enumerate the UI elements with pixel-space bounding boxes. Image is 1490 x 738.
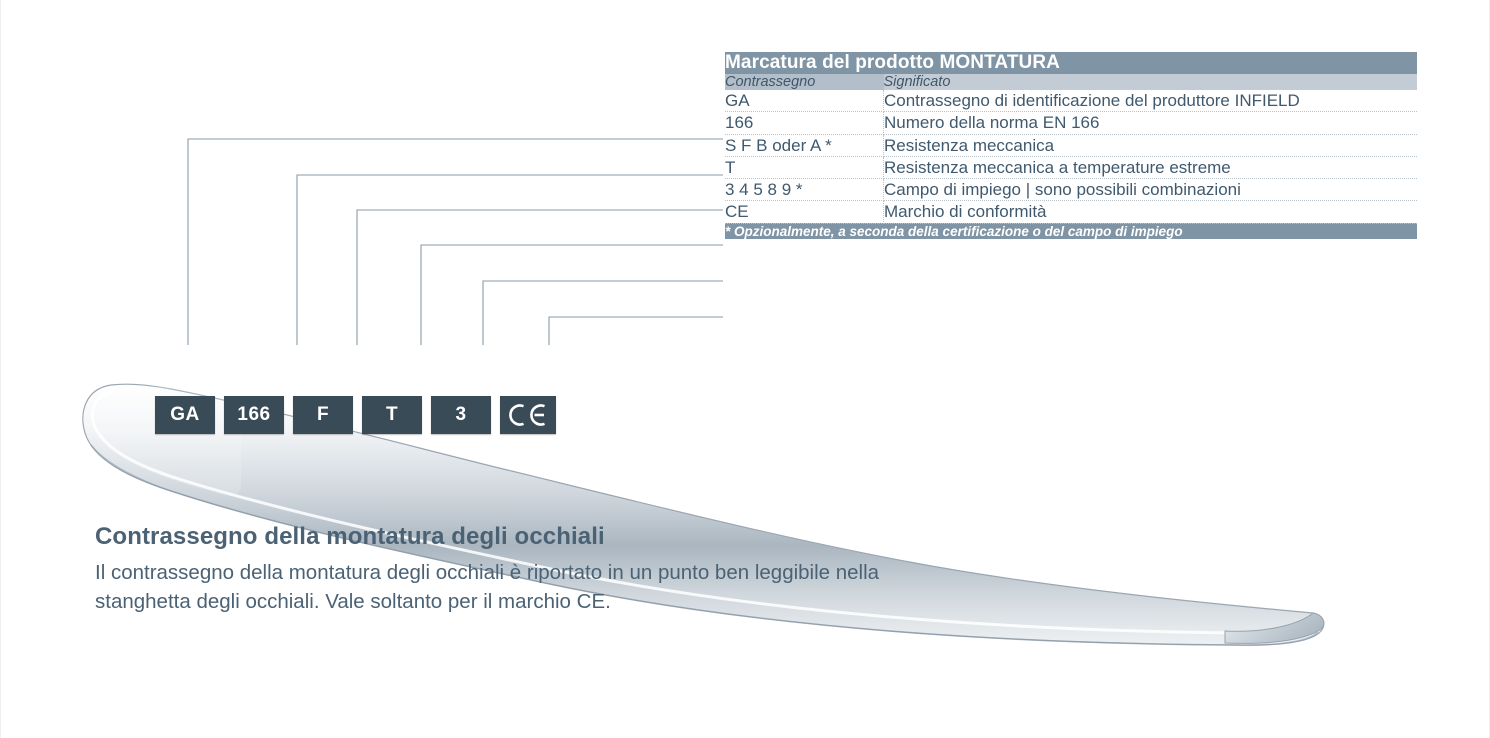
table-row	[725, 156, 1417, 178]
table-row	[725, 201, 1417, 223]
badge-t	[362, 396, 422, 434]
cell-meaning: Contrassegno di identificazione del produttore INFIELD	[884, 90, 1418, 112]
badge-label: F	[316, 404, 330, 425]
table-footnote-row	[725, 223, 1417, 239]
table-title: Marcatura del prodotto MONTATURA	[725, 52, 1417, 74]
table-title-row	[725, 52, 1417, 74]
badge-ga	[155, 396, 215, 434]
product-marking-table	[725, 52, 1417, 239]
badge-3	[431, 396, 491, 434]
caption-block	[95, 523, 885, 616]
cell-sign: 166	[725, 112, 884, 134]
table-header-row	[725, 74, 1417, 90]
table-row	[725, 179, 1417, 201]
cell-meaning: Campo di impiego | sono possibili combinazioni	[884, 179, 1418, 201]
cell-meaning: Numero della norma EN 166	[884, 112, 1418, 134]
table-row	[725, 90, 1417, 112]
badge-label: GA	[170, 404, 200, 425]
cell-meaning: Resistenza meccanica	[884, 134, 1418, 156]
badge-label: 3	[455, 404, 467, 425]
cell-sign: T	[725, 156, 884, 178]
caption-heading: Contrassegno della montatura degli occhiali	[95, 523, 605, 550]
column-header-significato: Significato	[884, 74, 1418, 90]
cell-meaning: Marchio di conformità	[884, 201, 1418, 223]
badge-166	[224, 396, 284, 434]
cell-sign: CE	[725, 201, 884, 223]
badge-label: 166	[237, 404, 271, 425]
table-row	[725, 112, 1417, 134]
badge-ce	[500, 396, 556, 434]
marking-badges	[155, 396, 556, 434]
badge-label: T	[385, 404, 399, 425]
table-row	[725, 134, 1417, 156]
page-left-edge	[0, 0, 1, 738]
cell-sign: S F B oder A *	[725, 134, 884, 156]
badge-f	[293, 396, 353, 434]
cell-sign: 3 4 5 8 9 *	[725, 179, 884, 201]
caption-body: Il contrassegno della montatura degli occhiali è riportato in un punto ben leggibile nella stanghetta degli occhiali. Vale soltanto per il marchio CE.	[95, 561, 880, 614]
cell-meaning: Resistenza meccanica a temperature estreme	[884, 156, 1418, 178]
table-footnote: * Opzionalmente, a seconda della certificazione o del campo di impiego	[725, 223, 1417, 239]
cell-sign: GA	[725, 90, 884, 112]
ce-mark-icon	[508, 403, 548, 427]
column-header-contrassegno: Contrassegno	[725, 74, 884, 90]
